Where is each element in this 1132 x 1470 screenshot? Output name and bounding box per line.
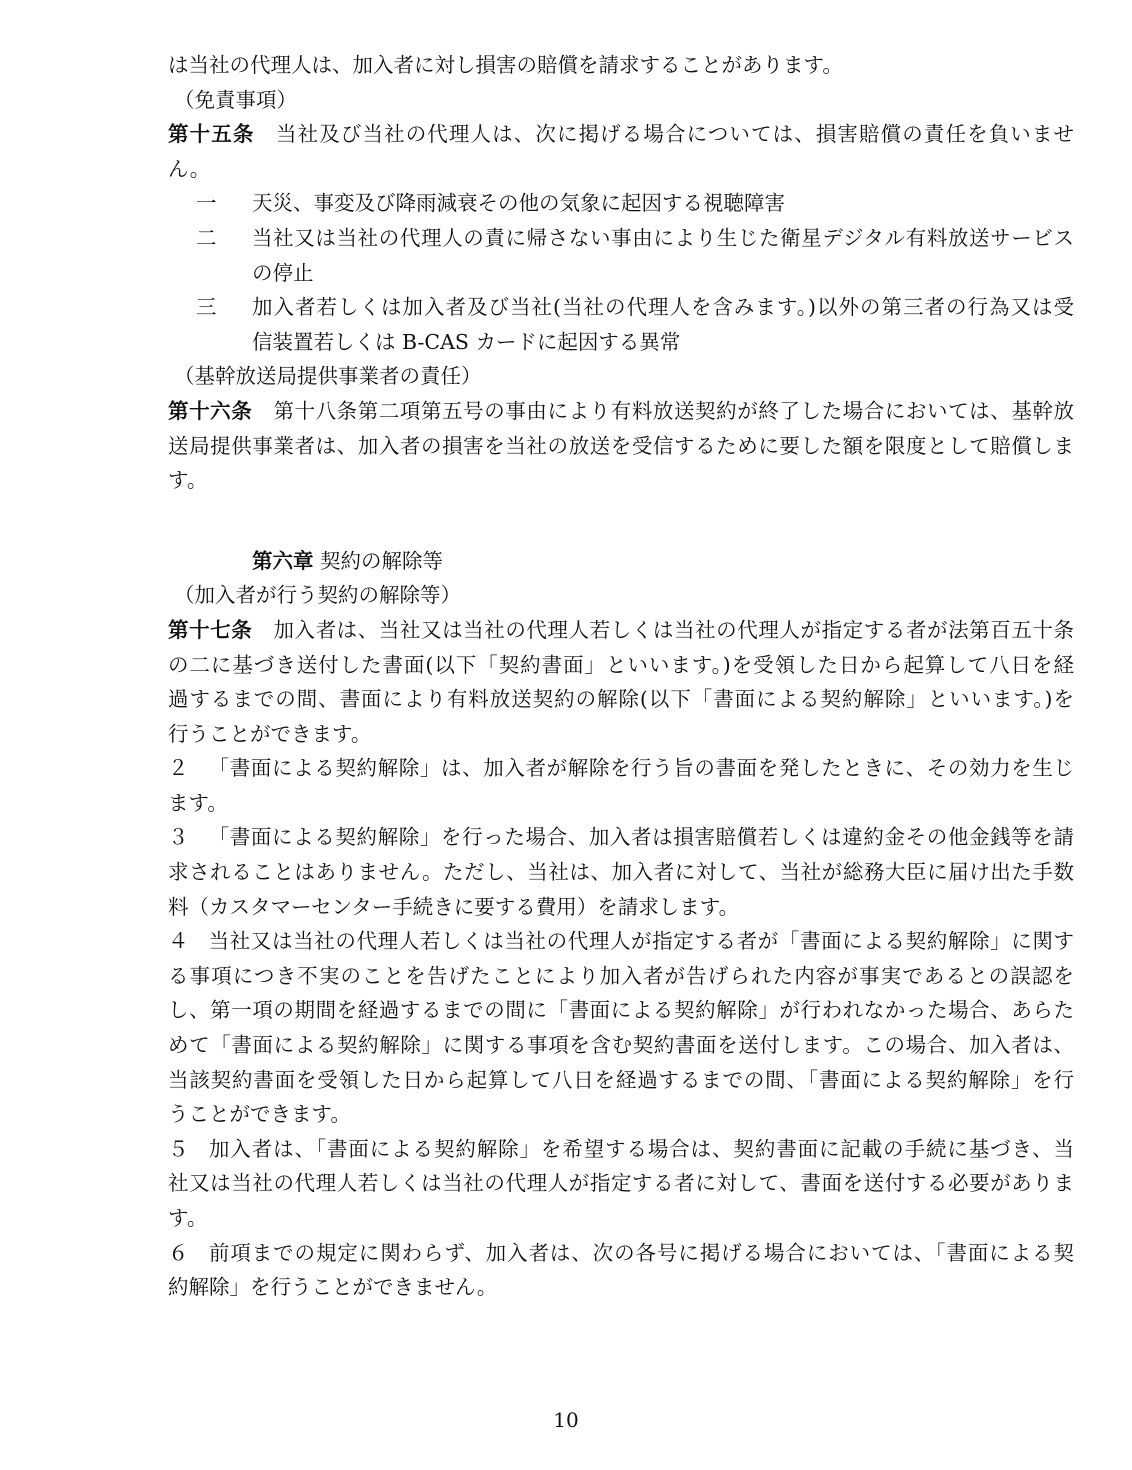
item-number: 二: [196, 225, 217, 250]
text-line: 求されることはありません。ただし、当社は、加入者に対して、当社が総務大臣に届け出た手数: [168, 860, 1074, 885]
text-line: 約解除」を行うことができません。: [168, 1275, 498, 1300]
text-line: す。: [168, 468, 208, 493]
item-text: 信装置若しくは B-CAS カードに起因する異常: [252, 329, 681, 354]
item-text: 加入者若しくは加入者及び当社(当社の代理人を含みます。)以外の第三者の行為又は受: [252, 295, 1074, 320]
text-line: 送局提供事業者は、加入者の損害を当社の放送を受信するために要した額を限度として賠償しま: [168, 433, 1074, 458]
page-number: 10: [553, 1408, 579, 1432]
paragraph-3-line: [168, 820, 1074, 855]
article-caption: （加入者が行う契約の解除等）: [174, 583, 461, 608]
text-line: 行うことができます。: [168, 721, 372, 746]
item-number: 一: [196, 191, 217, 216]
text-line: めて「書面による契約解除」に関する事項を含む契約書面を送付します。この場合、加入者は、: [168, 1033, 1074, 1058]
text-line: 当該契約書面を受領した日から起算して八日を経過するまでの間、「書面による契約解除」を行: [168, 1067, 1074, 1092]
list-item: [168, 186, 1074, 221]
paragraph-text: 加入者は、「書面による契約解除」を希望する場合は、契約書面に記載の手続に基づき、当: [208, 1136, 1074, 1161]
list-item: [168, 221, 1074, 290]
article-text: 加入者は、当社又は当社の代理人若しくは当社の代理人が指定する者が法第百五十条: [273, 617, 1075, 642]
text-line: ん。: [168, 156, 211, 181]
text-line: の二に基づき送付した書面(以下「契約書面」といいます。)を受領した日から起算して八日を経: [168, 652, 1074, 677]
text-line: 料（カスタマーセンター手続きに要する費用）を請求します。: [168, 894, 740, 919]
paragraph-number: ５: [168, 1136, 189, 1161]
paragraph-5-line: [168, 1132, 1074, 1167]
item-number: 三: [196, 295, 217, 320]
text-line: は当社の代理人は、加入者に対し損害の賠償を請求することがあります。: [168, 53, 843, 77]
article-heading: 第十五条: [168, 122, 255, 147]
item-text: 当社又は当社の代理人の責に帰さない事由により生じた衛星デジタル有料放送サービス: [252, 225, 1074, 250]
item-text: 天災、事変及び降雨減衰その他の気象に起因する視聴障害: [252, 191, 785, 216]
chapter-heading: [252, 544, 1074, 579]
item-text: の停止: [252, 260, 314, 285]
article-16-line: [168, 394, 1074, 429]
text-line: す。: [168, 1206, 208, 1230]
paragraph-number: ３: [168, 825, 189, 850]
article-caption: （基幹放送局提供事業者の責任）: [174, 364, 482, 389]
article-text: 第十八条第二項第五号の事由により有料放送契約が終了した場合においては、基幹放: [273, 398, 1075, 423]
spacer: [168, 498, 1074, 544]
paragraph-number: ４: [168, 929, 189, 954]
paragraph-text: 「書面による契約解除」を行った場合、加入者は損害賠償若しくは違約金その他金銭等を請: [208, 825, 1074, 850]
text-line: 過するまでの間、書面により有料放送契約の解除(以下「書面による契約解除」といいます。)を: [168, 687, 1074, 712]
text-line: うことができます。: [168, 1102, 351, 1127]
text-line: る事項につき不実のことを告げたことにより加入者が告げられた内容が事実であるとの誤認を: [168, 963, 1074, 988]
text-line: ます。: [168, 790, 228, 815]
paragraph-text: 前項までの規定に関わらず、加入者は、次の各号に掲げる場合においては、「書面による契: [208, 1240, 1074, 1265]
paragraph-4-line: [168, 924, 1074, 959]
text-line: し、第一項の期間を経過するまでの間に「書面による契約解除」が行われなかった場合、あらた: [168, 998, 1074, 1023]
article-heading: 第十七条: [168, 617, 253, 642]
paragraph-2-line: [168, 751, 1074, 786]
paragraph-text: 当社又は当社の代理人若しくは当社の代理人が指定する者が「書面による契約解除」に関す: [208, 929, 1074, 954]
list-item: [168, 290, 1074, 359]
paragraph-6-line: [168, 1236, 1074, 1271]
article-15-line: [168, 117, 1074, 152]
article-heading: 第十六条: [168, 398, 253, 423]
text-line: 社又は当社の代理人若しくは当社の代理人が指定する者に対して、書面を送付する必要がありま: [168, 1171, 1074, 1196]
article-caption: （免責事項）: [174, 87, 297, 112]
chapter-title: 契約の解除等: [320, 548, 444, 573]
paragraph-number: ２: [168, 756, 189, 781]
article-text: 当社及び当社の代理人は、次に掲げる場合については、損害賠償の責任を負いませ: [276, 122, 1075, 147]
article-17-line: [168, 613, 1074, 648]
paragraph-text: 「書面による契約解除」は、加入者が解除を行う旨の書面を発したときに、その効力を生じ: [208, 756, 1074, 781]
document-body: [168, 48, 1074, 1305]
paragraph-number: ６: [168, 1240, 189, 1265]
chapter-number: 第六章: [252, 548, 314, 573]
